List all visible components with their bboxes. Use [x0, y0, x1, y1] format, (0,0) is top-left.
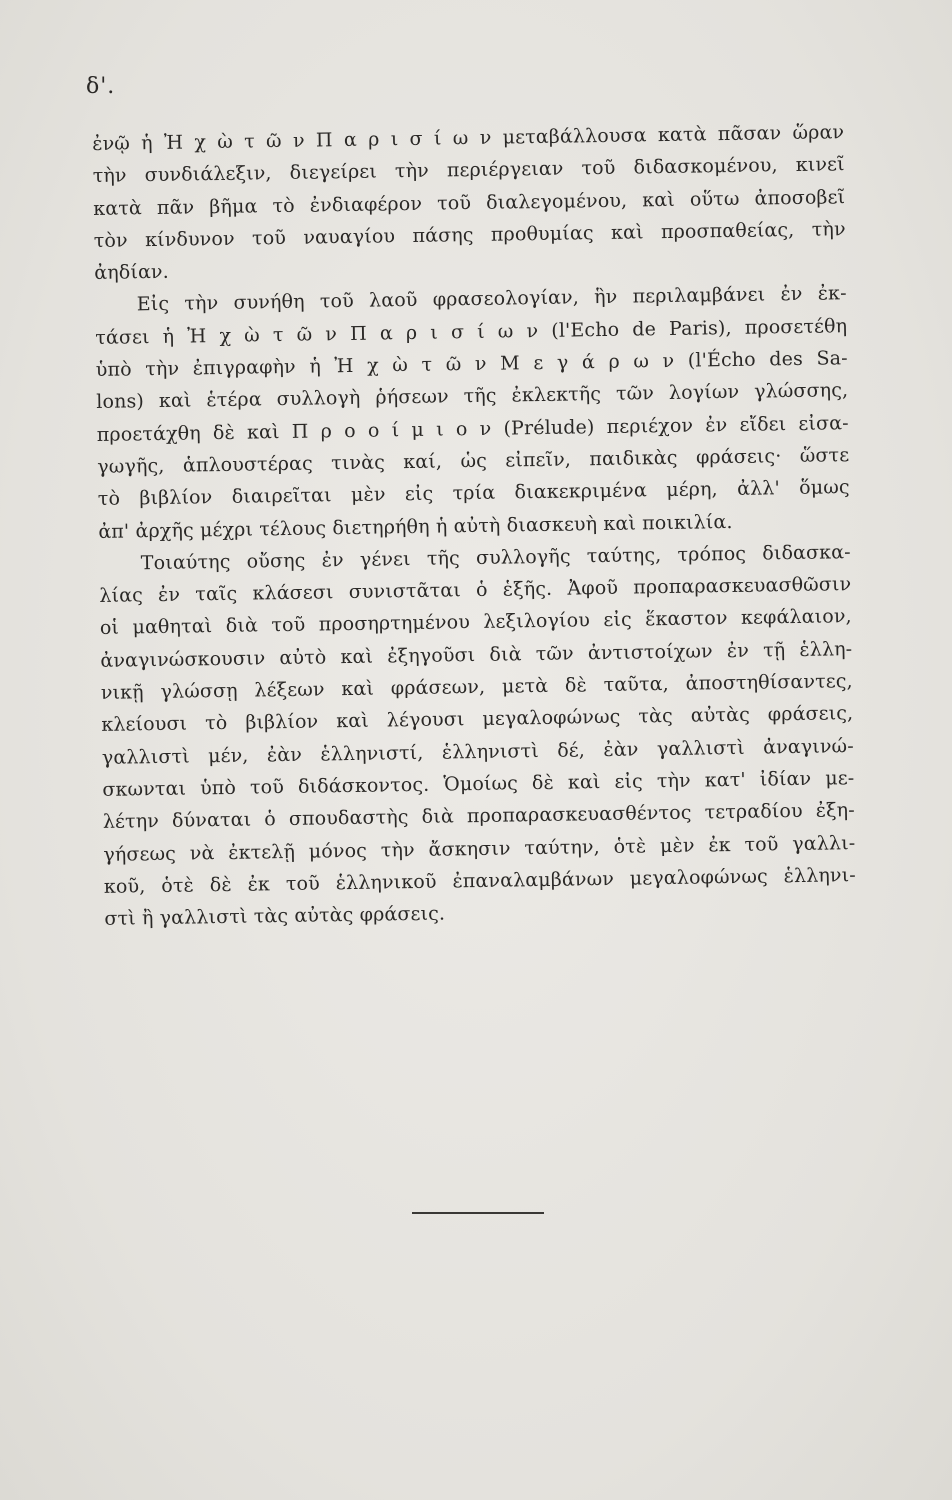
text-line: κοῦ, ὁτὲ δὲ ἐκ τοῦ ἑλληνικοῦ ἐπαναλαμβάνων μεγαλοφώνως ἑλληνι- — [103, 863, 856, 898]
text-line: νικῇ γλώσσῃ λέξεων καὶ φράσεων, μετὰ δὲ ταῦτα, ἀποστηθίσαντες, — [100, 670, 853, 704]
text-line: κατὰ πᾶν βῆμα τὸ ἐνδιαφέρον τοῦ διαλεγομένου, καὶ οὕτω ἀποσοβεῖ — [93, 185, 846, 220]
text-line: τάσει ἡ Ἠ χ ὼ τ ῶ ν Π α ρ ι σ ί ω ν (l'Echo de Paris), προσετέθη — [95, 314, 848, 349]
text-line: γωγῆς, ἁπλουστέρας τινὰς καί, ὡς εἰπεῖν, παιδικὰς φράσεις· ὥστε — [97, 444, 850, 478]
text-line: οἱ μαθηταὶ διὰ τοῦ προσηρτημένου λεξιλογίου εἰς ἕκαστον κεφάλαιον, — [99, 605, 852, 640]
text-line: ἐνῷ ἡ Ἠ χ ὼ τ ῶ ν Π α ρ ι σ ί ω ν μεταβάλλουσα κατὰ πᾶσαν ὥραν — [92, 121, 845, 155]
text-line: ἀηδίαν. — [94, 260, 170, 285]
text-line: Εἰς τὴν συνήθη τοῦ λαοῦ φρασεολογίαν, ἣν περιλαμβάνει ἐν ἐκ- — [136, 282, 847, 316]
text-line: προετάχθη δὲ καὶ Π ρ ο ο ί μ ι ο ν (Prélude) περιέχον ἐν εἴδει εἰσα- — [96, 411, 849, 446]
text-line: σκωνται ὑπὸ τοῦ διδάσκοντος. Ὁμοίως δὲ καὶ εἰς τὴν κατ' ἰδίαν με- — [102, 767, 855, 801]
text-line: ὑπὸ τὴν ἐπιγραφὴν ἡ Ἠ χ ὼ τ ῶ ν Μ ε γ ά ρ ω ν (l'Écho des Sa- — [95, 347, 848, 382]
text-line: λέτην δύναται ὁ σπουδαστὴς διὰ προπαρασκευασθέντος τετραδίου ἐξη- — [102, 799, 855, 834]
text-line: τὸν κίνδυνον τοῦ ναυαγίου πάσης προθυμίας καὶ προσπαθείας, τὴν — [93, 218, 846, 252]
text-line: lons) καὶ ἑτέρα συλλογὴ ῥήσεων τῆς ἐκλεκτῆς τῶν λογίων γλώσσης, — [96, 379, 849, 414]
page-number: δ'. — [86, 74, 116, 99]
body-text — [92, 116, 857, 935]
text-line: γήσεως νὰ ἐκτελῇ μόνος τὴν ἄσκησιν ταύτην, ὁτὲ μὲν ἐκ τοῦ γαλλι- — [103, 831, 856, 866]
text-line: τὴν συνδιάλεξιν, διεγείρει τὴν περιέργειαν τοῦ διδασκομένου, κινεῖ — [92, 153, 845, 188]
text-line: τὸ βιβλίον διαιρεῖται μὲν εἰς τρία διακεκριμένα μέρη, ἀλλ' ὅμως — [97, 476, 850, 511]
text-line: στὶ ἢ γαλλιστὶ τὰς αὐτὰς φράσεις. — [104, 902, 446, 931]
text-line: κλείουσι τὸ βιβλίον καὶ λέγουσι μεγαλοφώνως τὰς αὐτὰς φράσεις, — [101, 702, 854, 737]
text-line: ἀναγινώσκουσιν αὐτὸ καὶ ἐξηγοῦσι διὰ τῶν ἀντιστοίχων ἐν τῇ ἑλλη- — [100, 637, 853, 672]
section-divider — [412, 1212, 544, 1214]
text-line: λίας ἐν ταῖς κλάσεσι συνιστᾶται ὁ ἑξῆς. Ἀφοῦ προπαρασκευασθῶσιν — [99, 573, 852, 608]
text-line: Τοιαύτης οὔσης ἐν γένει τῆς συλλογῆς ταύτης, τρόπος διδασκα- — [140, 540, 851, 575]
text-line: ἀπ' ἀρχῆς μέχρι τέλους διετηρήθη ἡ αὐτὴ διασκευὴ καὶ ποικιλία. — [98, 510, 733, 543]
text-line: γαλλιστὶ μέν, ἐὰν ἑλληνιστί, ἑλληνιστὶ δέ, ἐὰν γαλλιστὶ ἀναγινώ- — [101, 734, 854, 769]
